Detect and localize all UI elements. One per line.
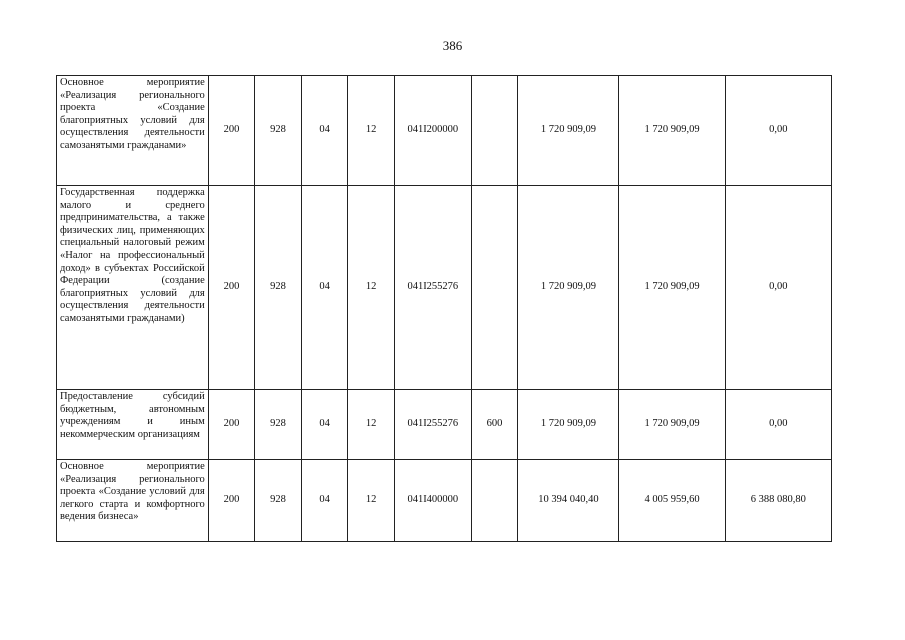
table-cell: 928: [255, 460, 302, 542]
table-cell: 04: [301, 460, 348, 542]
table-cell: 12: [348, 460, 395, 542]
page-number: 386: [442, 38, 463, 53]
table-row: [57, 186, 832, 390]
table-cell: 6 388 080,80: [725, 460, 831, 542]
table-cell: 1 720 909,09: [619, 76, 725, 186]
table-cell: 600: [471, 390, 518, 460]
table-cell: 200: [208, 390, 255, 460]
row-name-cell: Основное мероприятие «Реализация регионального проекта «Создание благоприятных условий для осуществления деятельности самозанятыми гражданами»: [57, 76, 209, 186]
table-cell: 928: [255, 186, 302, 390]
table-cell: [471, 460, 518, 542]
row-name-cell: Основное мероприятие «Реализация регионального проекта «Создание условий для легкого старта и комфортного ведения бизнеса»: [57, 460, 209, 542]
table-cell: 0,00: [725, 390, 831, 460]
budget-table: [56, 75, 832, 542]
table-cell: [471, 76, 518, 186]
table-cell: 04: [301, 390, 348, 460]
table-cell: 12: [348, 76, 395, 186]
table-cell: 200: [208, 460, 255, 542]
table-cell: 1 720 909,09: [518, 76, 619, 186]
row-name-cell: Государственная поддержка малого и среднего предпринимательства, а также физических лиц, применяющих специальный налоговый режим «Налог на профессиональный доход» в субъектах Российской Федерации (создание благоприятных условий для осуществления деятельности самозанятыми гражданами): [57, 186, 209, 390]
table-cell: 12: [348, 390, 395, 460]
table-cell: 4 005 959,60: [619, 460, 725, 542]
table-cell: 0,00: [725, 186, 831, 390]
table-cell: 041I200000: [394, 76, 471, 186]
table-cell: 04: [301, 186, 348, 390]
table-cell: 041I255276: [394, 186, 471, 390]
table-cell: 1 720 909,09: [518, 390, 619, 460]
row-name-cell: Предоставление субсидий бюджетным, автономным учреждениям и иным некоммерческим организациям: [57, 390, 209, 460]
table-cell: 0,00: [725, 76, 831, 186]
table-cell: 10 394 040,40: [518, 460, 619, 542]
table-cell: 1 720 909,09: [518, 186, 619, 390]
table-cell: 041I255276: [394, 390, 471, 460]
table-cell: 928: [255, 390, 302, 460]
table-cell: 1 720 909,09: [619, 186, 725, 390]
table-cell: 200: [208, 76, 255, 186]
table-row: [57, 460, 832, 542]
table-row: [57, 390, 832, 460]
table-cell: 1 720 909,09: [619, 390, 725, 460]
table-cell: 928: [255, 76, 302, 186]
table-cell: [471, 186, 518, 390]
table-cell: 12: [348, 186, 395, 390]
table-cell: 200: [208, 186, 255, 390]
table-cell: 04: [301, 76, 348, 186]
table-row: [57, 76, 832, 186]
table-cell: 041I400000: [394, 460, 471, 542]
